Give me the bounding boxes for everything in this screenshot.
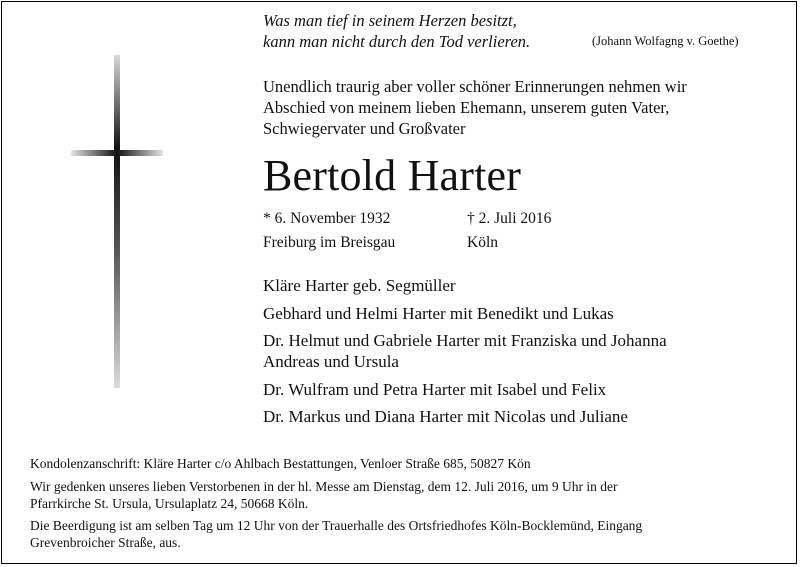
footer-line: Kondolenzanschrift: Kläre Harter c/o Ahlbach Bestattungen, Venloer Straße 685, 50827 Kön: [30, 456, 531, 471]
mourner-line: Gebhard und Helmi Harter mit Benedikt und Lukas: [263, 303, 614, 323]
mourner-line: Andreas und Ursula: [263, 352, 399, 371]
mourner-entry: [263, 330, 667, 372]
birth-info: [263, 207, 395, 255]
deceased-name: Bertold Harter: [263, 151, 522, 200]
mourner-line: Dr. Wulfram und Petra Harter mit Isabel und Felix: [263, 379, 607, 399]
intro-line: Abschied von meinem lieben Ehemann, unserem guten Vater,: [263, 98, 670, 117]
mourner-line: Dr. Markus und Diana Harter mit Nicolas und Juliane: [263, 407, 628, 426]
intro-text: [263, 76, 687, 139]
footer-line: Die Beerdigung ist am selben Tag um 12 Uhr von der Trauerhalle des Ortsfriedhofes Köln-Bocklemünd, Eingang: [30, 518, 643, 533]
footer-line: Grevenbroicher Straße, aus.: [30, 535, 181, 550]
footer-line: Wir gedenken unseres lieben Verstorbenen in der hl. Messe am Dienstag, dem 12. Juli 2016, um 9 Uhr in der: [30, 478, 618, 494]
mourner-line: Dr. Helmut und Gabriele Harter mit Franziska und Johanna: [263, 331, 667, 350]
quote-line: Was man tief in seinem Herzen besitzt,: [263, 11, 517, 30]
memorial-mass-note: [30, 478, 770, 512]
mourner-line: Kläre Harter geb. Segmüller: [263, 276, 456, 295]
death-info: [467, 207, 551, 255]
cross-icon: [71, 55, 163, 388]
quote-line: kann man nicht durch den Tod verlieren.: [263, 32, 531, 51]
death-date: † 2. Juli 2016: [467, 210, 552, 227]
birth-place: Freiburg im Breisgau: [263, 234, 396, 251]
mourners-list: [263, 275, 667, 434]
birth-date: * 6. November 1932: [263, 210, 391, 227]
mourner-entry: [263, 406, 667, 427]
mourner-entry: [263, 275, 667, 296]
condolence-address: [30, 455, 770, 472]
footer-line: Pfarrkirche St. Ursula, Ursulaplatz 24, 50668 Köln.: [30, 495, 309, 511]
intro-line: Schwiegervater und Großvater: [263, 119, 466, 138]
quote-author: (Johann Wolfagng v. Goethe): [592, 34, 739, 48]
funeral-note: [30, 517, 770, 551]
mourner-entry: [263, 303, 667, 324]
intro-line: Unendlich traurig aber voller schöner Erinnerungen nehmen wir: [263, 77, 687, 96]
goethe-quote: [263, 10, 530, 52]
footer-notes: [30, 455, 770, 557]
death-place: Köln: [467, 234, 498, 251]
mourner-entry: [263, 379, 667, 400]
